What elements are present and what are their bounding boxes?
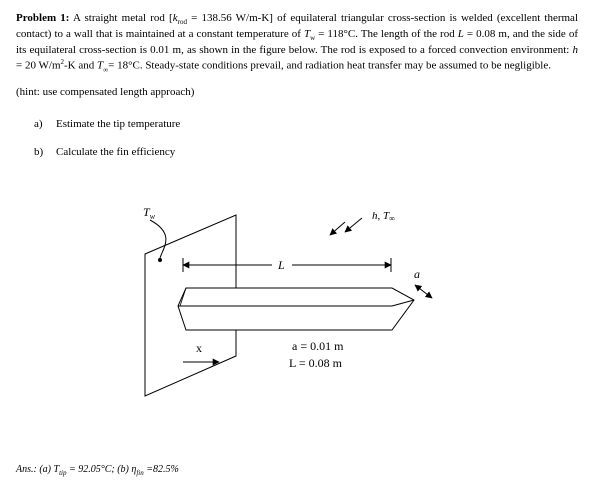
k-subscript: rod (177, 18, 187, 27)
answer-line (16, 464, 179, 479)
k-symbol: k (172, 12, 178, 24)
hint-text: (hint: use compensated length approach) (16, 86, 195, 98)
problem-text-5: = 20 W/m (16, 60, 61, 73)
rod-body (178, 288, 414, 330)
ttip-subscript: tip (59, 469, 67, 477)
l-value-text: L = 0.08 m (289, 356, 342, 370)
h-symbol: h (572, 44, 578, 57)
ttip-symbol: T (53, 464, 60, 475)
convection-arrow-1 (330, 222, 345, 235)
question-b-text: Calculate the fin efficiency (56, 146, 176, 158)
eta-value: =82.5% (143, 464, 179, 475)
tinf-subscript: ∞ (103, 66, 109, 75)
h-superscript: 2 (60, 58, 64, 67)
problem-text-7: = 18°C. Steady-state conditions prevail, and radiation heat transfer may be assumed to be negligible. (108, 60, 551, 73)
tw-symbol: T (303, 28, 311, 41)
question-a-text: Estimate the tip temperature (56, 118, 181, 130)
problem-text-2: = 138.56 W/m-K] of equilateral triangular cross-section is welded (excellent thermal contact) to a wall that is maintained at a constant temperature of (16, 12, 578, 41)
convection-arrow-2 (345, 218, 362, 232)
tinf-symbol: T (97, 60, 104, 73)
problem-text-1: A straight metal rod [ (69, 12, 173, 24)
x-label: x (196, 341, 202, 355)
problem-text-4: = 0.08 m, and the side of its equilateral cross-section is 0.01 m, as shown in the figure below. The rod is exposed to a forced convection environment: (16, 28, 578, 57)
a-dimension-label: a (414, 267, 420, 281)
ttip-value: = 92.05°C; (b) (66, 464, 132, 475)
problem-label: Problem 1: (16, 12, 70, 24)
eta-subscript: fin (136, 469, 144, 477)
a-value-text: a = 0.01 m (292, 339, 344, 353)
eta-symbol: η (131, 464, 137, 475)
tw-label: $T_w$ (143, 205, 156, 221)
problem-text-3: = 118°C. The length of the rod (315, 28, 458, 41)
question-a-label: a) (34, 118, 43, 130)
question-b-label: b) (34, 146, 44, 158)
problem-text-6: -K and (64, 60, 97, 73)
l-dimension-label: L (278, 258, 285, 272)
tw-leader-line (150, 220, 166, 258)
answer-prefix: Ans.: (a) (16, 464, 54, 475)
h-tinf-label: h, T∞ (372, 210, 395, 223)
wall-attachment-dot (158, 258, 162, 262)
tw-subscript: w (310, 34, 316, 43)
a-dimension-arrow (415, 285, 432, 298)
l-symbol: L (457, 28, 464, 41)
